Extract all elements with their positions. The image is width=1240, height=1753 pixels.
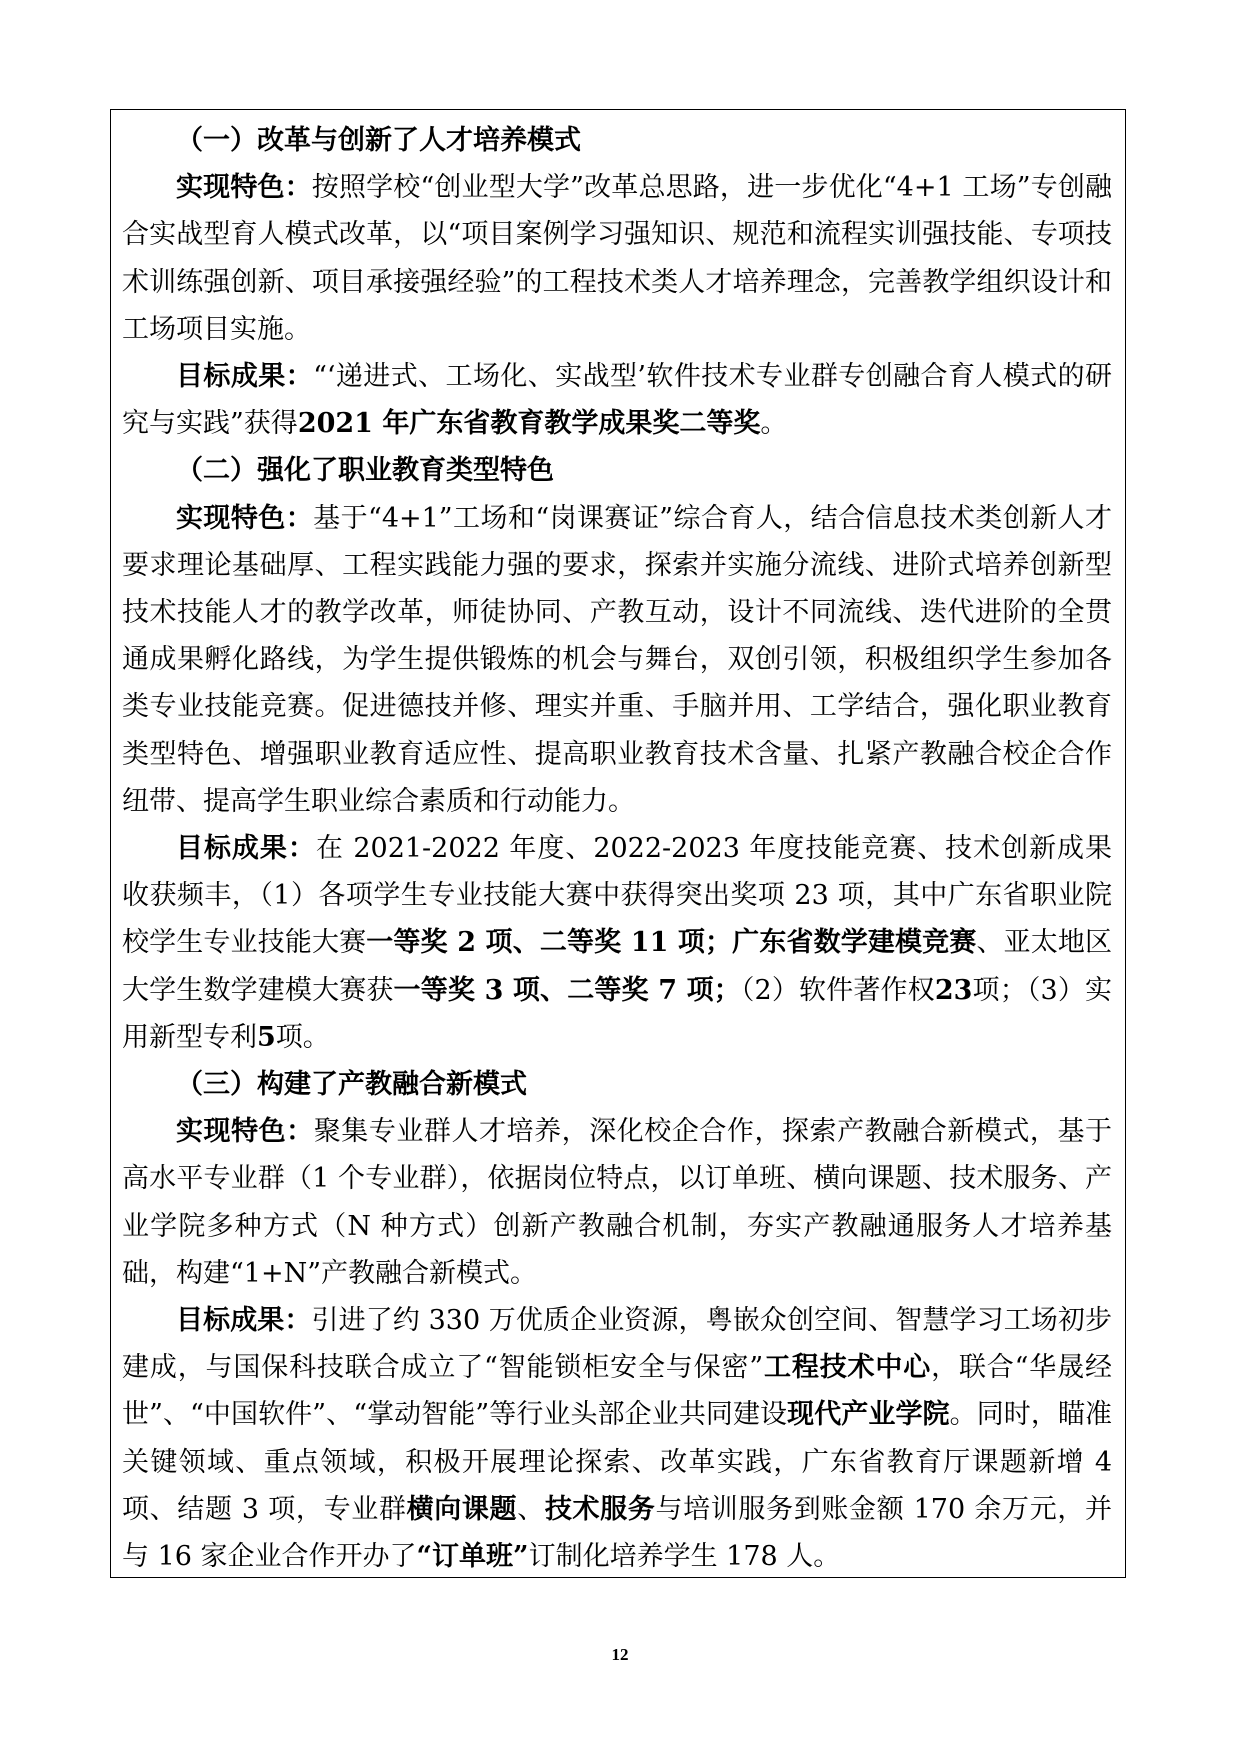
feature-text: 基于“4+1”工场和“岗课赛证”综合育人，结合信息技术类创新人才要求理论基础厚、工程实践能力强的要求，探索并实施分流线、进阶式培养创新型技术技能人才的教学改革，师徒协同、产教互动，设计不同流线、迭代进阶的全贯通成果孵化路线，为学生提供锻炼的机会与舞台，双创引领，积极组织学生参加各类专业技能竞赛。促进德技并修、理实并重、手脑并用、工学结合，强化职业教育类型特色、增强职业教育适应性、提高职业教育技术含量、扎紧产教融合校企合作纽带、提高学生职业综合素质和行动能力。 <box>122 502 1112 817</box>
section-heading: （二）强化了职业教育类型特色 <box>176 455 554 487</box>
result-text: ，联合“华晟经世”、“中国软件”、“掌动智能”等行业头部企业共同建设 <box>122 1352 1113 1431</box>
feature-paragraph <box>122 495 1112 825</box>
result-highlight: 2021 年广东省教育教学成果奖二等奖 <box>297 408 761 440</box>
result-highlight: 现代产业学院 <box>787 1399 950 1431</box>
result-paragraph <box>122 353 1112 447</box>
result-paragraph <box>122 1297 1112 1580</box>
result-text: 、亚太地区大学生数学建模大赛获 <box>122 927 1113 1006</box>
section-heading: （三）构建了产教融合新模式 <box>176 1069 527 1101</box>
result-highlight: 工程技术中心 <box>763 1352 932 1384</box>
result-highlight: 一等奖 2 项、二等奖 11 项；广东省数学建模竞赛 <box>366 927 977 959</box>
result-text: 与培训服务到账金额 170 余万元，并与 16 家企业合作开办了 <box>122 1493 1113 1573</box>
result-text: 项。 <box>275 1021 330 1053</box>
result-text: “‘递进式、工场化、实战型’软件技术专业群专创融合育人模式的研究与实践”获得 <box>122 361 1113 440</box>
feature-label: 实现特色： <box>176 502 314 534</box>
section-heading: （一）改革与创新了人才培养模式 <box>176 125 581 156</box>
feature-text: 按照学校“创业型大学”改革总思路，进一步优化“4+1 工场”专创融合实战型育人模式改革，以“项目案例学习强知识、规范和流程实训强技能、专项技术训练强创新、项目承接强经验”的工程技术类人才培养理念，完善教学组织设计和工场项目实施。 <box>122 172 1112 345</box>
feature-text: 聚集专业群人才培养，深化校企合作，探索产教融合新模式，基于高水平专业群（1 个专业群），依据岗位特点，以订单班、横向课题、技术服务、产业学院多种方式（N 种方式）创新产教融合机制，夯实产教融通服务人才培养基础，构建“1+N”产教融合新模式。 <box>122 1116 1113 1289</box>
result-highlight: 23 <box>934 974 973 1006</box>
feature-paragraph <box>122 164 1112 353</box>
result-text: 订制化培养学生 178 人。 <box>528 1541 841 1573</box>
result-highlight: 技术服务 <box>544 1493 656 1525</box>
feature-label: 实现特色： <box>176 172 312 204</box>
result-paragraph <box>122 825 1112 1061</box>
page-number: 12 <box>611 1645 629 1664</box>
result-label: 目标成果： <box>176 833 316 865</box>
result-highlight: 一等奖 3 项、二等奖 7 项； <box>393 974 741 1006</box>
result-text: 引进了约 330 万优质企业资源，粤嵌众创空间、智慧学习工场初步建成，与国保科技联合成立了“智能锁柜安全与保密” <box>122 1305 1112 1384</box>
result-text: 在 2021-2022 年度、2022-2023 年度技能竞赛、技术创新成果收获频丰，（1）各项学生专业技能大赛中获得突出奖项 23 项，其中广东省职业院校学生专业技能大赛 <box>122 833 1112 959</box>
result-label: 目标成果： <box>176 1305 312 1337</box>
result-text: 。 <box>760 408 788 440</box>
result-text: （2）软件著作权 <box>740 974 935 1006</box>
result-text: 、 <box>517 1493 545 1525</box>
page-content <box>122 117 1112 1580</box>
result-text: 。同时，瞄准关键领域、重点领域，积极开展理论探索、改革实践，广东省教育厅课题新增 4 项、结题 3 项，专业群 <box>122 1399 1113 1525</box>
feature-label: 实现特色： <box>176 1116 314 1148</box>
result-highlight: 5 <box>257 1021 276 1053</box>
result-highlight: 横向课题 <box>406 1493 518 1525</box>
result-text: 项；（3）实用新型专利 <box>122 974 1112 1053</box>
result-highlight: “订单班” <box>416 1541 529 1573</box>
feature-paragraph <box>122 1108 1112 1297</box>
result-label: 目标成果： <box>176 361 314 393</box>
